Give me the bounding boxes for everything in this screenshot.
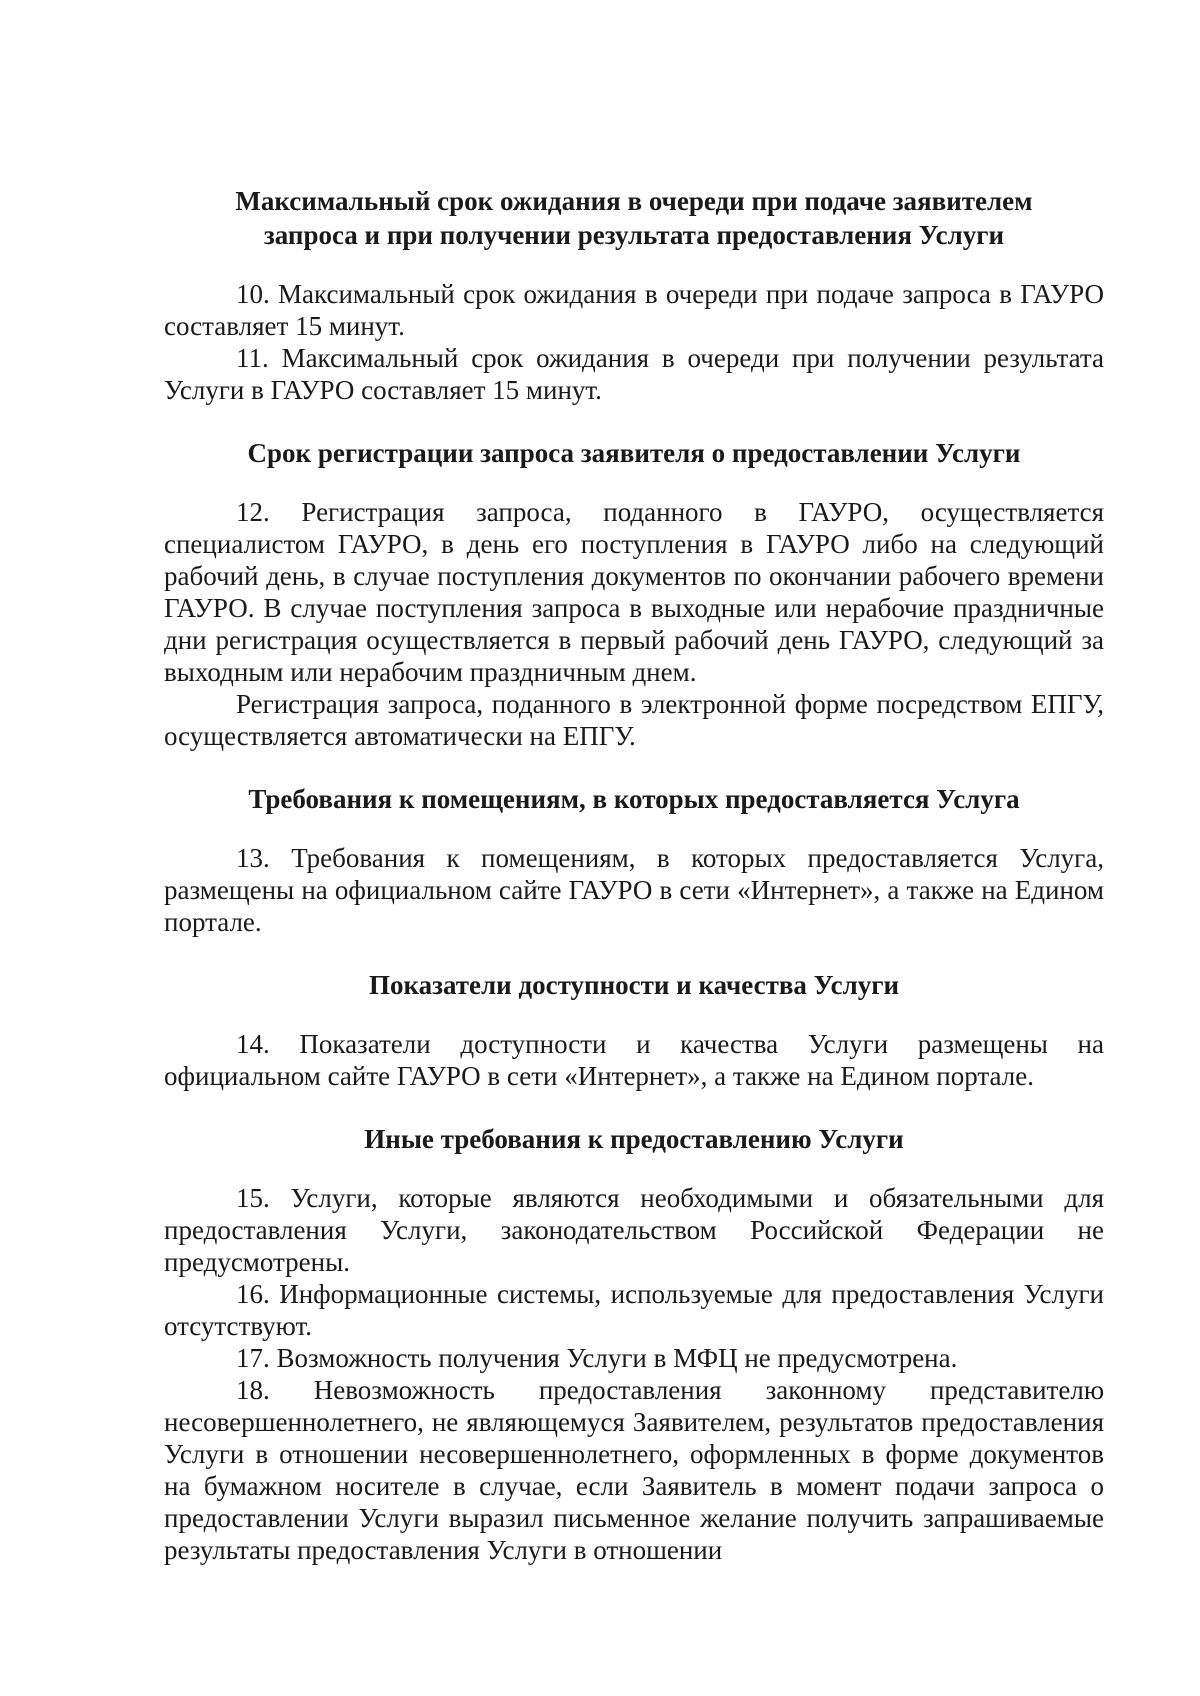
section-other-requirements (164, 1122, 1104, 1566)
section-heading: Иные требования к предоставлению Услуги (364, 1124, 904, 1154)
section-queue-time (164, 184, 1104, 406)
paragraph: 11. Максимальный срок ожидания в очереди при получении результата Услуги в ГАУРО составляет 15 минут. (164, 343, 1104, 405)
paragraph: 12. Регистрация запроса, поданного в ГАУРО, осуществляется специалистом ГАУРО, в день его поступления в ГАУРО либо на следующий рабочий день, в случае поступления документов по окончании рабочего времени ГАУРО. В случае поступления запроса в выходные или нерабочие праздничные дни регистрация осуществляется в первый рабочий день ГАУРО, следующий за выходным или нерабочим праздничным днем. (164, 497, 1104, 687)
section-premises-requirements (164, 782, 1104, 938)
paragraph: 10. Максимальный срок ожидания в очереди при подаче запроса в ГАУРО составляет 15 минут. (164, 279, 1104, 341)
section-quality-indicators (164, 968, 1104, 1092)
section-registration-term (164, 436, 1104, 752)
paragraph: 17. Возможность получения Услуги в МФЦ не предусмотрена. (236, 1343, 958, 1373)
section-heading: Требования к помещениям, в которых предоставляется Услуга (248, 784, 1020, 814)
paragraph: 13. Требования к помещениям, в которых предоставляется Услуга, размещены на официальном сайте ГАУРО в сети «Интернет», а также на Едином портале. (164, 843, 1104, 937)
paragraph: 15. Услуги, которые являются необходимыми и обязательными для предоставления Услуги, законодательством Российской Федерации не предусмотрены. (164, 1183, 1104, 1277)
paragraph: Регистрация запроса, поданного в электронной форме посредством ЕПГУ, осуществляется автоматически на ЕПГУ. (164, 689, 1104, 751)
paragraph: 14. Показатели доступности и качества Услуги размещены на официальном сайте ГАУРО в сети «Интернет», а также на Едином портале. (164, 1029, 1104, 1091)
paragraph: 18. Невозможность предоставления законному представителю несовершеннолетнего, не являющемуся Заявителем, результатов предоставления Услуги в отношении несовершеннолетнего, оформленных в форме документов на бумажном носителе в случае, если Заявитель в момент подачи запроса о предоставлении Услуги выразил письменное желание получить запрашиваемые результаты предоставления Услуги в отношении (164, 1375, 1104, 1565)
section-heading: Показатели доступности и качества Услуги (368, 970, 900, 1000)
heading-line: Максимальный срок ожидания в очереди при подаче заявителем (235, 186, 1033, 216)
heading-line: запроса и при получении результата предоставления Услуги (263, 220, 1005, 250)
paragraph: 16. Информационные системы, используемые для предоставления Услуги отсутствуют. (164, 1279, 1104, 1341)
section-heading: Срок регистрации запроса заявителя о предоставлении Услуги (247, 438, 1021, 468)
section-heading (164, 184, 1104, 252)
